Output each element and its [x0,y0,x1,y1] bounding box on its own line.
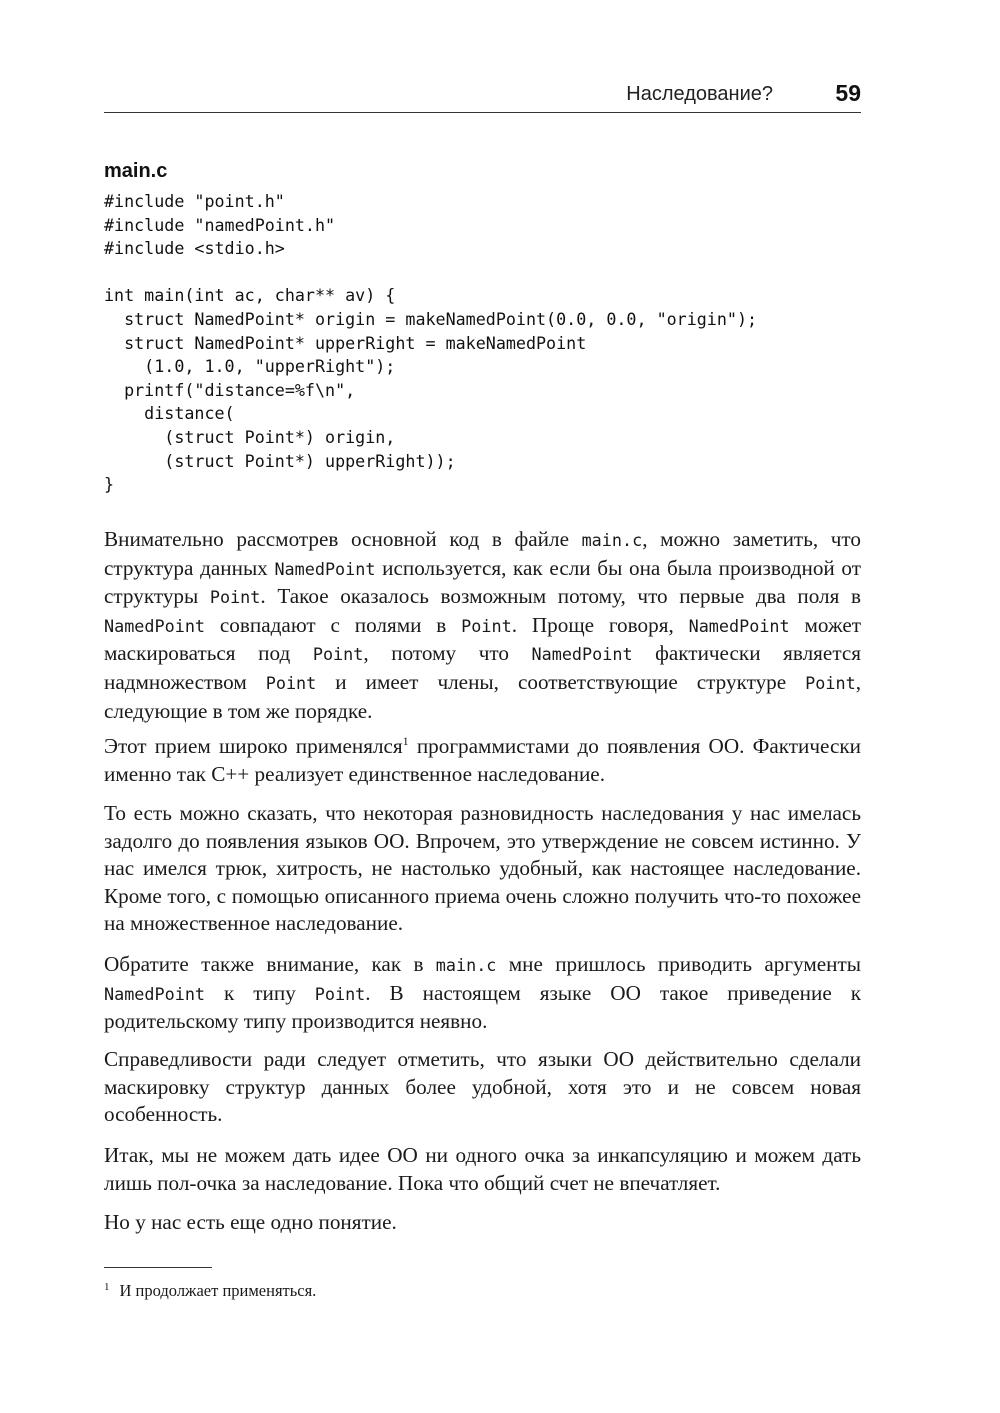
code-line: } [104,474,115,495]
paragraph-text: Этот прием широко применялся [104,734,403,758]
paragraph-text: фактически является надмножеством [104,641,861,694]
code-line: distance( [104,403,235,424]
paragraph-text: может маскироваться под [104,612,861,666]
running-header [104,80,861,113]
inline-code: NamedPoint [688,615,790,636]
footnote-divider [104,1267,212,1268]
body-paragraph [104,1209,861,1237]
code-line: struct NamedPoint* upperRight = makeNamedPoint [104,332,587,353]
paragraph-text: и имеет члены, соответствующие структуре [316,669,806,694]
inline-code: Point [265,672,317,693]
paragraph-text: . Проще говоря, [511,612,689,637]
paragraph-text: , можно заметить, что структура данных [104,527,861,580]
code-listing [104,190,861,497]
paragraph-text: к типу [205,980,315,1005]
code-line: printf("distance=%f\n", [104,379,356,400]
page-number: 59 [835,80,861,106]
paragraph-text: Итак, мы не можем дать идее ОО ни одного очка за инкапсуляцию и можем дать лишь пол-очка за наследование. Пока что общий счет не впечатляет. [104,1143,861,1195]
code-line: #include "namedPoint.h" [104,214,336,235]
paragraph-text: используется, как если бы она была производной от структуры [104,555,861,609]
code-listing-title: main.c [104,160,168,182]
body-paragraph [104,951,861,1036]
paragraph-text: То есть можно сказать, что некоторая разновидность наследования у нас имелась задолго до появления языков ОО. Впрочем, это утверждение не совсем истинно. У нас имелся трюк, хитрость, не настолько удобный, как настоящее наследование. Кроме того, с помощью описанного приема очень сложно получить что-то похожее на множественное наследование. [104,801,861,936]
code-line: #include "point.h" [104,191,285,211]
paragraph-text: Обратите также внимание, как в [104,952,436,976]
footnote [104,1276,316,1302]
code-line: int main(int ac, char** av) { [104,285,396,306]
body-paragraph [104,800,861,938]
inline-code: Point [314,983,366,1004]
inline-code: NamedPoint [104,983,206,1004]
paragraph-text: , следующие в том же порядке. [104,669,861,723]
inline-code: NamedPoint [274,558,376,579]
inline-code: Point [209,587,261,608]
paragraph-text: . В настоящем языке ОО такое приведение к родительскому типу производится неявно. [104,980,861,1034]
inline-code: NamedPoint [104,615,206,636]
body-paragraph [104,1142,861,1197]
paragraph-text: . Такое оказалось возможным потому, что первые два поля в [260,584,861,609]
body-paragraph [104,1046,861,1129]
inline-code: NamedPoint [531,644,633,665]
footnote-number: 1 [104,1281,110,1293]
paragraph-text: Но у нас есть еще одно понятие. [104,1210,397,1234]
paragraph-text: мне пришлось приводить аргументы [496,952,861,976]
inline-code: Point [805,672,856,693]
inline-code: Point [312,644,364,665]
inline-code: main.c [581,530,643,550]
footnote-text: И продолжает применяться. [119,1281,317,1300]
paragraph-text: совпадают с полями в [205,612,462,637]
inline-code: main.c [435,955,497,975]
section-title: Наследование? [626,83,773,105]
code-line: struct NamedPoint* origin = makeNamedPoint(0.0, 0.0, "origin"); [104,308,758,329]
paragraph-text: программистами до появления ОО. Фактически именно так С++ реализует единственное наследование. [104,734,861,786]
code-line: (1.0, 1.0, "upperRight"); [104,356,396,377]
body-paragraph [104,733,861,788]
paragraph-text: , потому что [363,641,532,666]
code-line: (struct Point*) upperRight)); [104,450,456,471]
paragraph-text: Справедливости ради следует отметить, что языки ОО действительно сделали маскировку структур данных более удобной, хотя это и не совсем новая особенность. [104,1047,861,1127]
paragraph-text: Внимательно рассмотрев основной код в файле [104,527,582,551]
body-paragraph [104,526,861,725]
footnote-reference: 1 [402,734,409,748]
inline-code: Point [461,615,512,636]
code-line [104,261,861,285]
code-line: (struct Point*) origin, [104,426,396,447]
code-line: #include <stdio.h> [104,238,285,259]
